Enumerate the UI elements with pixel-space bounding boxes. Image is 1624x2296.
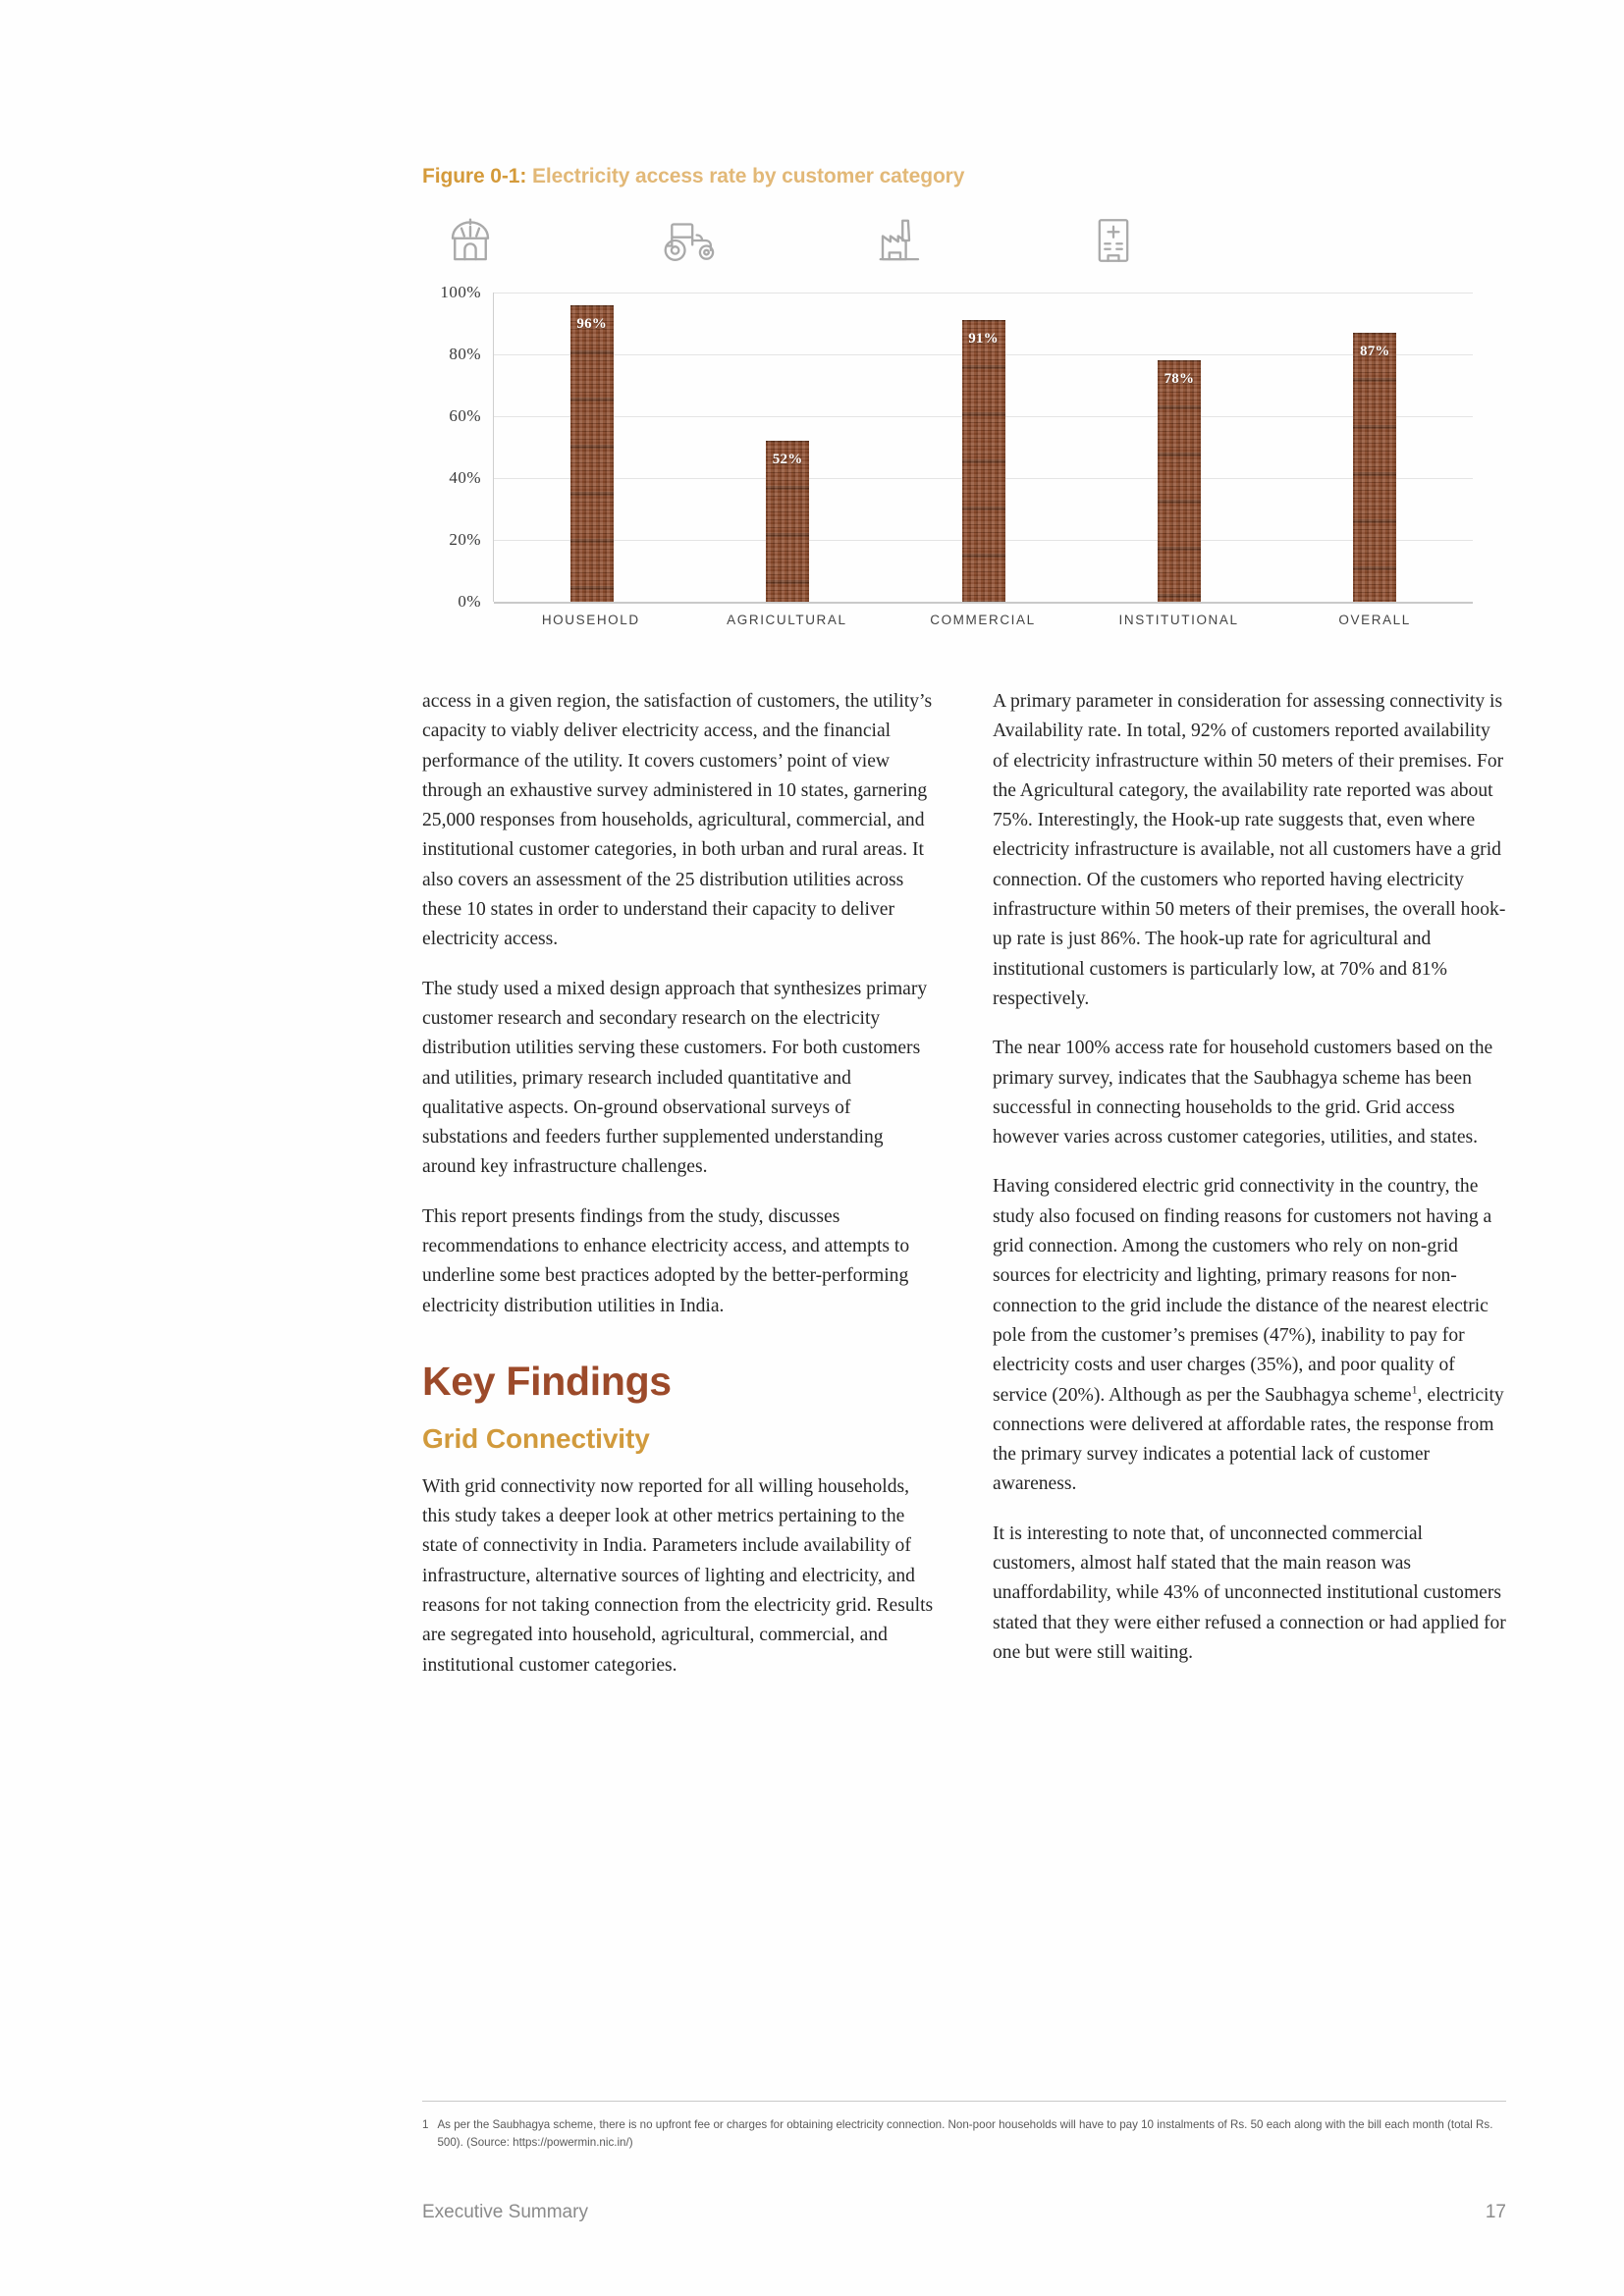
- paragraph-right-2: The near 100% access rate for household customers based on the primary survey, indicates that the Saubhagya scheme has been successful in connecting households to the grid. Grid access however varies across customer categories, utilities, and states.: [993, 1038, 1493, 1148]
- paragraph-left-4: With grid connectivity now reported for all willing households, this study takes a deeper look at other metrics pertaining to the state of connectivity in India. Parameters include availability of infrastructure, alternative sources of lighting and electricity, and reasons for not taking connection from the electricity grid. Results are segregated into household, agricultural, commercial, and institutional customer categories.: [422, 1475, 934, 1676]
- xtick-label-commercial: COMMERCIAL: [930, 613, 1036, 627]
- footnote-text: As per the Saubhagya scheme, there is no upfront fee or charges for obtaining electricity connection. Non-poor households will have to pay 10 instalments of Rs. 50 each along with the bill each month (total Rs. 500). (Source: https://powermin.nic.in/): [437, 2118, 1493, 2149]
- chart-plot-area: [440, 283, 1473, 611]
- bar-slot-household: [494, 293, 689, 602]
- footnote-reference-marker[interactable]: 1: [1411, 1382, 1418, 1396]
- footnote-divider: [422, 2101, 1506, 2102]
- page-number: 17: [1485, 2202, 1506, 2222]
- bar-agricultural: [766, 441, 809, 602]
- chart-category-labels: [493, 613, 1473, 627]
- hospital-icon: [1090, 214, 1137, 267]
- category-icon-row: [444, 214, 1502, 271]
- bar-slot-commercial: [886, 293, 1081, 602]
- paragraph-right-3-with-footnote: [993, 1172, 1506, 1499]
- access-rate-bar-chart: [422, 283, 1473, 636]
- ytick-label-20: 20%: [449, 530, 481, 549]
- bar-overall: [1353, 333, 1396, 602]
- bar-value-commercial: 91%: [968, 331, 999, 347]
- ytick-label-60: 60%: [449, 406, 481, 425]
- xtick-label-agricultural: AGRICULTURAL: [727, 613, 847, 627]
- bar-value-institutional: 78%: [1164, 371, 1195, 388]
- ytick-label-0: 0%: [458, 592, 481, 611]
- factory-icon: [874, 214, 927, 267]
- figure-block: [422, 165, 1502, 636]
- bar-value-household: 96%: [576, 315, 607, 332]
- bar-household: [570, 305, 614, 602]
- bar-slot-overall: [1277, 293, 1473, 602]
- bar-institutional: [1158, 360, 1201, 602]
- gridline-0: [494, 602, 1473, 604]
- footnote-para-after: , electricity connections were delivered at affordable rates, the response from the primary survey indicates a potential lack of customer awareness.: [993, 1384, 1504, 1495]
- bar-commercial: [962, 320, 1005, 602]
- figure-number: Figure 0-1:: [422, 165, 527, 187]
- hut-icon: [444, 214, 497, 267]
- heading-key-findings: Key Findings: [422, 1358, 672, 1404]
- bar-slot-agricultural: [689, 293, 885, 602]
- bar-value-overall: 87%: [1360, 343, 1390, 359]
- ytick-label-80: 80%: [449, 345, 481, 363]
- body-columns: [422, 687, 1506, 1700]
- footer-section-label: Executive Summary: [422, 2202, 588, 2222]
- paragraph-left-2: The study used a mixed design approach that synthesizes primary customer research and secondary research on the electricity distribution utilities serving these customers. For both customers and utilities, primary research included quantitative and qualitative aspects. On-ground observational surveys of substations and feeders further supplemented understanding around key infrastructure challenges.: [422, 978, 928, 1178]
- figure-caption: [422, 165, 1502, 188]
- xtick-label-household: HOUSEHOLD: [541, 613, 640, 627]
- tractor-icon: [658, 214, 723, 267]
- bar-slot-institutional: [1081, 293, 1276, 602]
- page-footer: [422, 2202, 1506, 2223]
- ytick-label-40: 40%: [449, 468, 481, 487]
- xtick-label-overall: OVERALL: [1338, 613, 1411, 627]
- figure-title: Electricity access rate by customer category: [532, 165, 965, 187]
- paragraph-left-1: access in a given region, the satisfaction of customers, the utility’s capacity to viably deliver electricity access, and the financial performance of the utility. It covers customers’ point of view through an exhaustive survey administered in 10 states, garnering 25,000 responses from households, agricultural, commercial, and institutional customer categories, in both urban and rural areas. It also covers an assessment of the 25 distribution utilities across these 10 states in order to understand their capacity to deliver electricity access.: [422, 691, 933, 950]
- ytick-label-100: 100%: [440, 283, 481, 301]
- paragraph-right-4: It is interesting to note that, of unconnected commercial customers, almost half stated that the main reason was unaffordability, while 43% of unconnected institutional customers stated that they were either refused a connection or had applied for one but were still waiting.: [993, 1522, 1506, 1663]
- footnote-para-before: Having considered electric grid connectivity in the country, the study also focused on finding reasons for customers not having a grid connection. Among the customers who rely on non-grid sources for electricity and lighting, primary reasons for non-connection to the grid include the distance of the nearest electric pole from the customer’s premises (47%), inability to pay for electricity costs and user charges (35%), and poor quality of service (20%). Although as per the Saubhagya scheme: [993, 1176, 1492, 1406]
- right-column: [993, 687, 1506, 1700]
- footnote-marker: 1: [422, 2118, 429, 2131]
- footnote: [422, 2116, 1506, 2152]
- paragraph-left-3: This report presents findings from the study, discusses recommendations to enhance electricity access, and attempts to underline some best practices adopted by the better-performing electricity distribution utilities in India.: [422, 1205, 910, 1316]
- chart-bars: [494, 293, 1473, 602]
- bar-value-agricultural: 52%: [772, 452, 803, 468]
- xtick-label-institutional: INSTITUTIONAL: [1118, 613, 1239, 627]
- heading-grid-connectivity: Grid Connectivity: [422, 1422, 650, 1454]
- paragraph-right-1: A primary parameter in consideration for assessing connectivity is Availability rate. In total, 92% of customers reported availability of electricity infrastructure within 50 meters of their premises. For the Agricultural category, the availability rate reported was about 75%. Interestingly, the Hook-up rate suggests that, even where electricity infrastructure is available, not all customers have a grid connection. Of the customers who reported having electricity infrastructure within 50 meters of their premises, the overall hook-up rate is just 86%. The hook-up rate for agricultural and institutional customers is particularly low, at 70% and 81% respectively.: [993, 691, 1506, 1009]
- left-column: [422, 687, 936, 1700]
